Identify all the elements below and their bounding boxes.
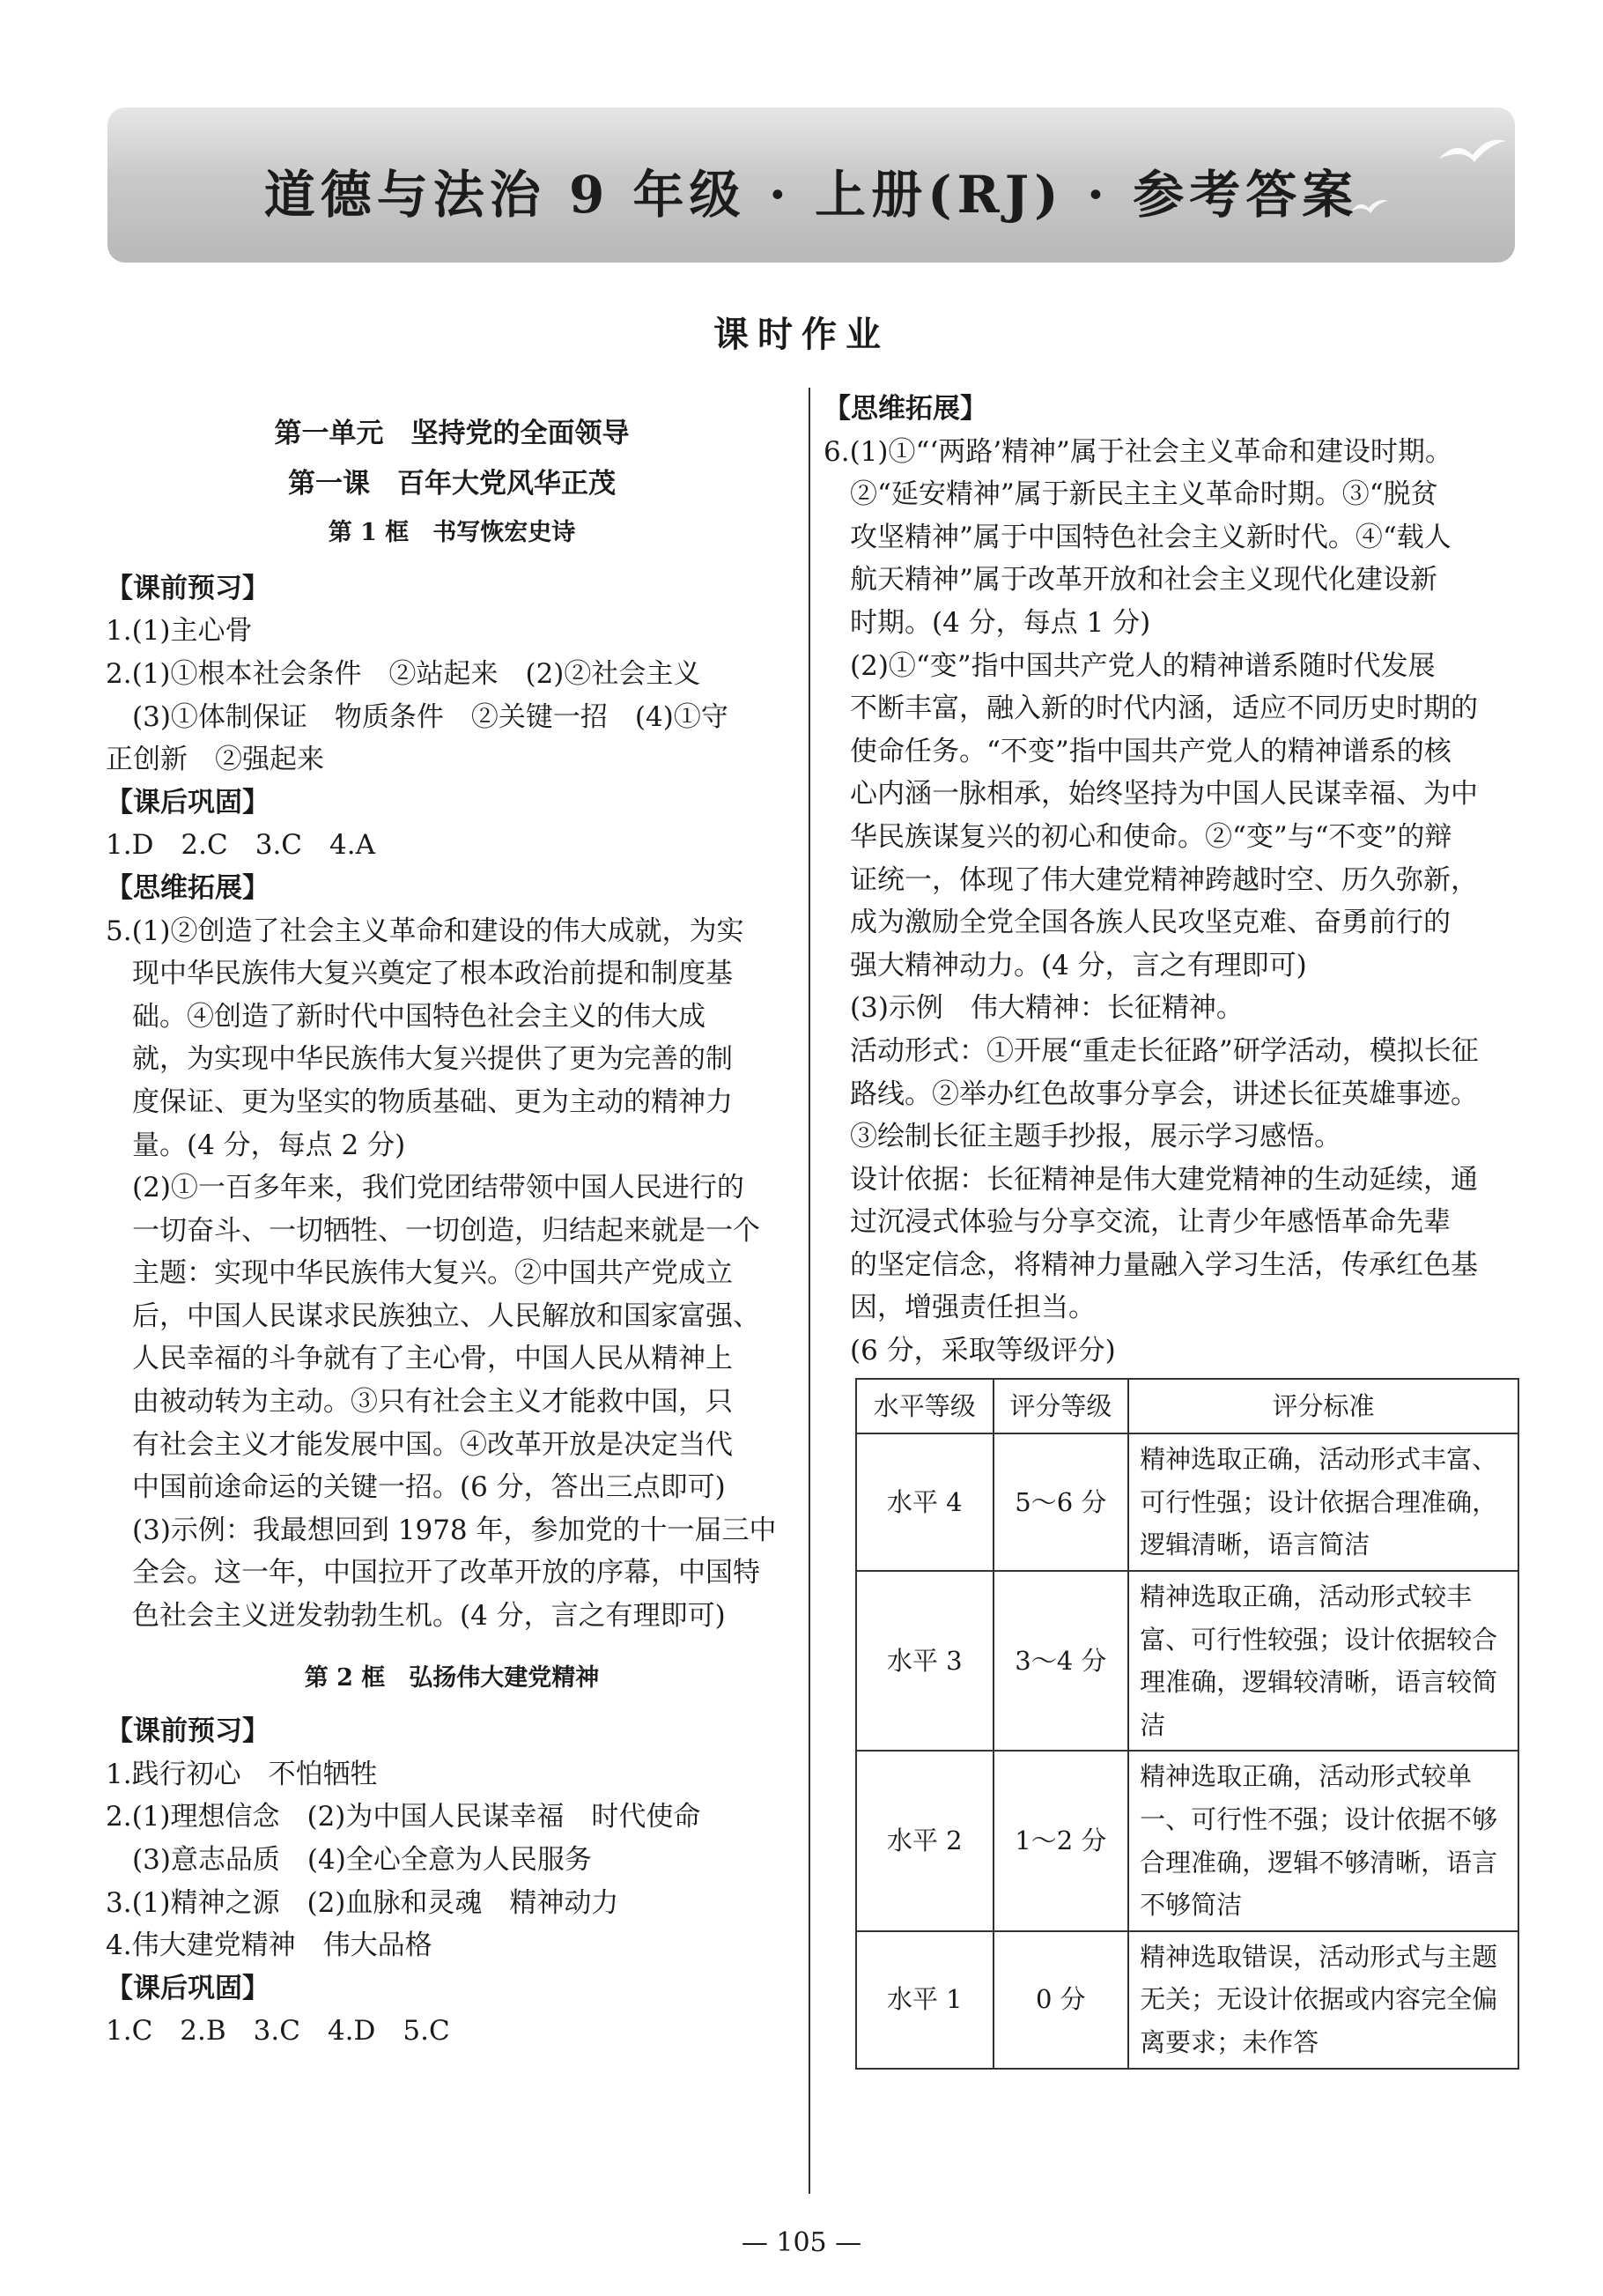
answer-line: 1.(1)主心骨	[106, 615, 253, 648]
answer-line: 现中华民族伟大复兴奠定了根本政治前提和制度基	[132, 958, 733, 990]
answer-line: 强大精神动力。(4 分，言之有理即可)	[850, 949, 1307, 981]
answer-line: 4.伟大建党精神 伟大品格	[106, 1929, 432, 1962]
answer-line: 一切奋斗、一切牺牲、一切创造，归结起来就是一个	[132, 1214, 760, 1247]
answer-line: (2)①“变”指中国共产党人的精神谱系随时代发展	[850, 649, 1436, 682]
standard-cell: 精神选取错误，活动形式与主题无关；无设计依据或内容完全偏离要求；未作答	[1128, 1931, 1518, 2069]
standard-cell: 精神选取正确，活动形式较丰富、可行性较强；设计依据较合理准确，逻辑较清晰，语言较简洁	[1128, 1571, 1518, 1751]
answer-line: 就，为实现中华民族伟大复兴提供了更为完善的制	[132, 1043, 733, 1076]
lesson-heading: 第一课 百年大党风华正茂	[288, 467, 616, 500]
answer-line: ③绘制长征主题手抄报，展示学习感悟。	[850, 1121, 1341, 1153]
expand-label: 【思维拓展】	[106, 871, 270, 904]
answer-line: 攻坚精神”属于中国特色社会主义新时代。④“载人	[850, 521, 1452, 553]
answer-line: 主题：实现中华民族伟大复兴。②中国共产党成立	[132, 1257, 733, 1290]
review-label: 【课后巩固】	[106, 1972, 270, 2004]
answer-line: 华民族谋复兴的初心和使命。②“变”与“不变”的辩	[850, 820, 1452, 853]
answer-line: 色社会主义迸发勃勃生机。(4 分，言之有理即可)	[132, 1600, 726, 1633]
answer-line: 度保证、更为坚实的物质基础、更为主动的精神力	[132, 1085, 733, 1118]
review-label: 【课后巩固】	[106, 786, 270, 818]
answer-line: 后，中国人民谋求民族独立、人民解放和国家富强、	[132, 1300, 760, 1332]
answer-line: (6 分，采取等级评分)	[850, 1335, 1116, 1367]
answer-line: 时期。(4 分，每点 1 分)	[850, 606, 1151, 639]
score-cell: 5～6 分	[994, 1433, 1129, 1571]
grading-table	[855, 1378, 1519, 2070]
seagull-icon	[1437, 132, 1508, 176]
answer-line: (2)①一百多年来，我们党团结带领中国人民进行的	[132, 1172, 744, 1204]
score-cell: 1～2 分	[994, 1751, 1129, 1930]
preview-label: 【课前预习】	[106, 572, 270, 604]
q5-answer-block	[106, 910, 798, 1638]
answer-line: (3)示例 伟大精神：长征精神。	[850, 992, 1244, 1025]
answer-line: 因，增强责任担当。	[850, 1292, 1096, 1324]
answer-line: 路线。②举办红色故事分享会，讲述长征英雄事迹。	[850, 1078, 1478, 1110]
answer-line: 航天精神”属于改革开放和社会主义现代化建设新	[850, 564, 1437, 596]
page-number: — 105 —	[741, 2227, 862, 2258]
table-header-cell: 水平等级	[856, 1379, 994, 1434]
answer-line: 人民幸福的斗争就有了主心骨，中国人民从精神上	[132, 1343, 733, 1375]
standard-cell: 精神选取正确，活动形式丰富、可行性强；设计依据合理准确，逻辑清晰，语言简洁	[1128, 1433, 1518, 1571]
answer-line: (3)意志品质 (4)全心全意为人民服务	[132, 1844, 592, 1876]
level-cell: 水平 1	[856, 1931, 994, 2069]
answer-line: ②“延安精神”属于新民主主义革命时期。③“脱贫	[850, 478, 1438, 511]
answer-line: 的坚定信念，将精神力量融入学习生活，传承红色基	[850, 1248, 1478, 1281]
answer-line: 使命任务。“不变”指中国共产党人的精神谱系的核	[850, 735, 1452, 767]
table-header-cell: 评分等级	[994, 1379, 1129, 1434]
standard-cell: 精神选取正确，活动形式较单一、可行性不强；设计依据不够合理准确，逻辑不够清晰，语言不够简洁	[1128, 1751, 1518, 1930]
column-divider	[809, 388, 810, 2194]
preview-label: 【课前预习】	[106, 1715, 270, 1748]
right-column	[824, 388, 1519, 2070]
answer-line: 1.D 2.C 3.C 4.A	[106, 829, 375, 862]
answer-line: 心内涵一脉相承，始终坚持为中国人民谋幸福、为中	[850, 778, 1478, 811]
answer-line: 1.C 2.B 3.C 4.D 5.C	[106, 2015, 450, 2048]
header-banner	[107, 107, 1515, 263]
answer-line: (3)示例：我最想回到 1978 年，参加党的十一届三中	[132, 1514, 777, 1546]
document-title: 道德与法治 9 年级 · 上册(RJ) · 参考答案	[263, 165, 1359, 225]
frame2-heading: 第 2 框 弘扬伟大建党精神	[304, 1663, 600, 1692]
answer-line: 设计依据：长征精神是伟大建党精神的生动延续，通	[850, 1163, 1478, 1196]
answer-line: 有社会主义才能发展中国。④改革开放是决定当代	[132, 1428, 733, 1461]
table-row	[856, 1433, 1518, 1571]
table-header-cell: 评分标准	[1128, 1379, 1518, 1434]
table-row	[856, 1751, 1518, 1930]
answer-line: 不断丰富，融入新的时代内涵，适应不同历史时期的	[850, 693, 1478, 725]
answer-line: 证统一，体现了伟大建党精神跨越时空、历久弥新，	[850, 863, 1478, 896]
answer-line: 过沉浸式体验与分享交流，让青少年感悟革命先辈	[850, 1206, 1451, 1239]
answer-line: 全会。这一年，中国拉开了改革开放的序幕，中国特	[132, 1557, 760, 1589]
answer-line: 成为激励全党全国各族人民攻坚克难、奋勇前行的	[850, 907, 1451, 939]
level-cell: 水平 2	[856, 1751, 994, 1930]
answer-line: 6.(1)①“‘两路’精神”属于社会主义革命和建设时期。	[824, 435, 1452, 468]
section-title: 课时作业	[713, 314, 890, 355]
answer-line: 2.(1)理想信念 (2)为中国人民谋幸福 时代使命	[106, 1801, 701, 1833]
level-cell: 水平 3	[856, 1571, 994, 1751]
answer-line: 5.(1)②创造了社会主义革命和建设的伟大成就，为实	[106, 915, 744, 947]
q6-answer-block	[824, 431, 1519, 1373]
answer-line: 正创新 ②强起来	[106, 744, 324, 776]
frame1-heading: 第 1 框 书写恢宏史诗	[328, 519, 576, 547]
answer-line: 2.(1)①根本社会条件 ②站起来 (2)②社会主义	[106, 657, 701, 690]
answer-line: 础。④创造了新时代中国特色社会主义的伟大成	[132, 1000, 705, 1033]
table-header-row	[856, 1379, 1518, 1434]
left-column	[106, 388, 798, 2053]
answer-line: 1.践行初心 不怕牺牲	[106, 1758, 378, 1790]
answer-line: 活动形式：①开展“重走长征路”研学活动，模拟长征	[850, 1034, 1479, 1067]
answer-line: 量。(4 分，每点 2 分)	[132, 1129, 406, 1161]
unit-heading: 第一单元 坚持党的全面领导	[274, 418, 630, 449]
answer-line: (3)①体制保证 物质条件 ②关键一招 (4)①守	[132, 700, 728, 733]
answer-line: 中国前途命运的关键一招。(6 分，答出三点即可)	[132, 1471, 726, 1504]
table-row	[856, 1931, 1518, 2069]
table-row	[856, 1571, 1518, 1751]
score-cell: 3～4 分	[994, 1571, 1129, 1751]
level-cell: 水平 4	[856, 1433, 994, 1571]
score-cell: 0 分	[994, 1931, 1129, 2069]
answer-line: 由被动转为主动。③只有社会主义才能救中国，只	[132, 1386, 733, 1418]
seagull-small-icon	[1349, 196, 1390, 218]
answer-line: 3.(1)精神之源 (2)血脉和灵魂 精神动力	[106, 1886, 619, 1919]
expand-label: 【思维拓展】	[824, 393, 987, 425]
